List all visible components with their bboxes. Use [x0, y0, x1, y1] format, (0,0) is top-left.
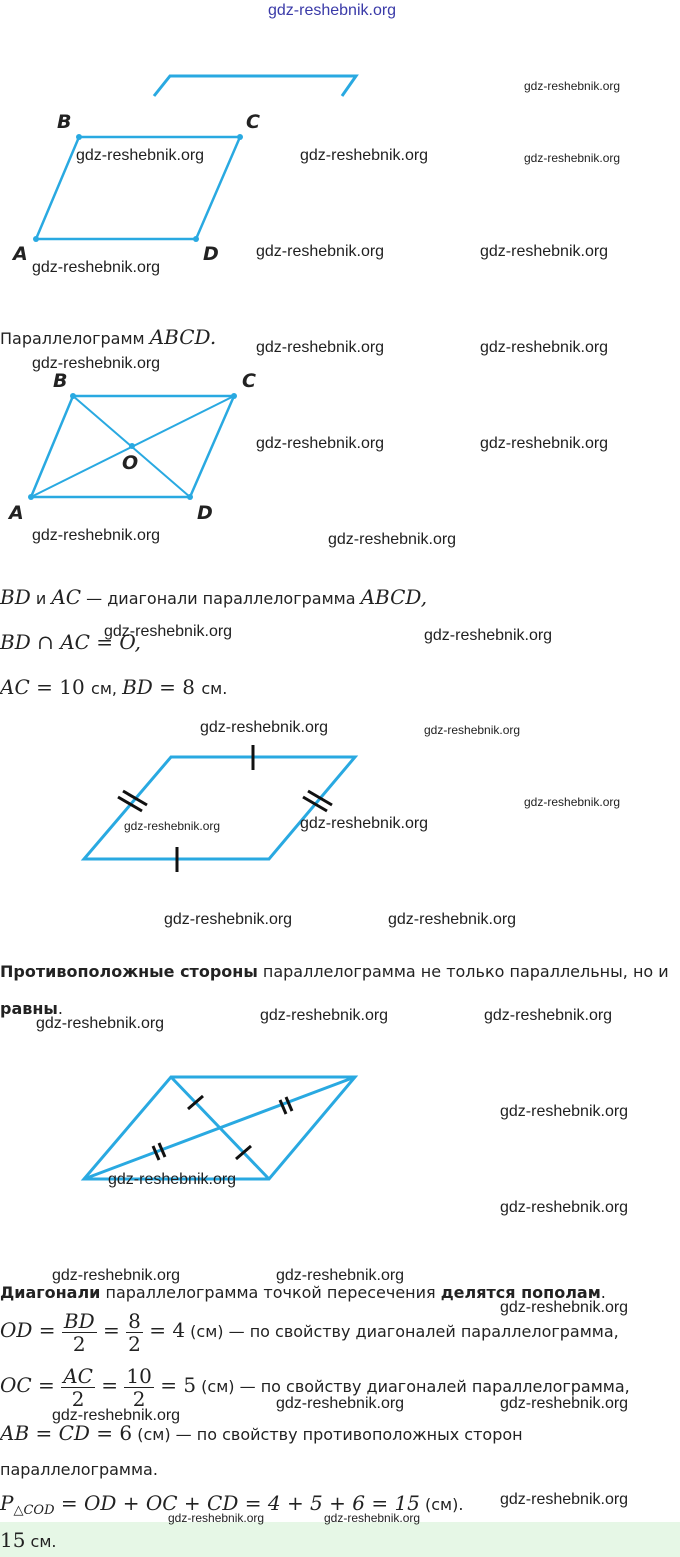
- watermark: gdz-reshebnik.org: [32, 259, 161, 276]
- line2-m1: BD: [0, 585, 31, 609]
- line4-m1: AC: [0, 675, 30, 699]
- fraction-ac-2: [61, 1365, 95, 1410]
- line9-num1: AC: [63, 1364, 93, 1388]
- line11-text: параллелограмма.: [0, 1460, 158, 1479]
- watermark: gdz-reshebnik.org: [168, 1511, 265, 1525]
- line4-t1: см,: [91, 679, 123, 698]
- vertex-b: [76, 134, 82, 140]
- watermark: gdz-reshebnik.org: [388, 911, 517, 928]
- watermark: gdz-reshebnik.org: [32, 527, 161, 544]
- label-c2: C: [242, 370, 256, 392]
- line6-bold: равны: [0, 999, 58, 1018]
- diagonal-2: [84, 1077, 355, 1179]
- line8-den2: 2: [128, 1332, 141, 1356]
- watermark: gdz-reshebnik.org: [328, 531, 457, 548]
- watermark: gdz-reshebnik.org: [256, 435, 385, 452]
- line6-rest: .: [57, 999, 63, 1018]
- watermark: gdz-reshebnik.org: [276, 1267, 405, 1284]
- line4-t2: см.: [201, 679, 228, 698]
- label-c: C: [246, 111, 260, 133]
- watermark: gdz-reshebnik.org: [256, 243, 385, 260]
- line2-m3: ABCD,: [360, 585, 428, 609]
- watermark: gdz-reshebnik.org: [500, 1103, 629, 1120]
- fraction-10-2: [124, 1365, 153, 1410]
- watermark: gdz-reshebnik.org: [300, 815, 429, 832]
- line1-math: ABCD.: [149, 325, 217, 349]
- line8-num1: BD: [63, 1309, 95, 1333]
- watermark: gdz-reshebnik.org: [500, 1395, 629, 1412]
- line1-text: Параллелограмм: [0, 329, 150, 348]
- answer-box: [0, 1522, 680, 1557]
- watermark: gdz-reshebnik.org: [500, 1299, 629, 1316]
- line8-res: = 4: [142, 1318, 186, 1342]
- line12-unit: (см).: [419, 1495, 464, 1514]
- watermark: gdz-reshebnik.org: [484, 1007, 613, 1024]
- line-lengths: [0, 676, 227, 700]
- watermark: gdz-reshebnik.org: [480, 243, 609, 260]
- line2-t1: и: [30, 589, 52, 608]
- watermark: gdz-reshebnik.org: [276, 1395, 405, 1412]
- line10-unit: (см) — по свойству противоположных сторон: [132, 1425, 523, 1444]
- watermark: gdz-reshebnik.org: [524, 151, 621, 165]
- watermark: gdz-reshebnik.org: [164, 911, 293, 928]
- label-b2: B: [53, 370, 68, 392]
- line10-res: = 6: [89, 1421, 133, 1445]
- line12-eq: = OD + OC + CD = 4 + 5 + 6 = 15: [54, 1491, 420, 1515]
- line9-eq2: =: [94, 1373, 125, 1397]
- watermark: gdz-reshebnik.org: [32, 355, 161, 372]
- watermark: gdz-reshebnik.org: [76, 147, 205, 164]
- watermark: gdz-reshebnik.org: [480, 435, 609, 452]
- point-o: [129, 443, 135, 449]
- fraction-bd-2: [62, 1310, 97, 1355]
- line7-mid: параллелограмма точкой пересечения: [100, 1283, 441, 1302]
- answer-value: 15: [0, 1528, 26, 1552]
- line-parallelogram-end: [0, 1459, 158, 1481]
- parallelogram-equal-sides: [84, 757, 355, 859]
- watermark: gdz-reshebnik.org: [300, 147, 429, 164]
- watermark: gdz-reshebnik.org: [52, 1267, 181, 1284]
- line-ab-cd: [0, 1422, 523, 1446]
- watermark: gdz-reshebnik.org: [52, 1407, 181, 1424]
- watermark: gdz-reshebnik.org: [260, 1007, 389, 1024]
- line9-den1: 2: [71, 1387, 85, 1411]
- line8-unit: (см) — по свойству диагоналей параллелограмма,: [185, 1322, 619, 1341]
- line5-bold: Противоположные стороны: [0, 962, 258, 981]
- line12-lhs: P: [0, 1491, 14, 1515]
- watermark: gdz-reshebnik.org: [104, 623, 233, 640]
- label-b: B: [57, 111, 72, 133]
- vertex-d: [193, 236, 199, 242]
- line8-den1: 2: [72, 1332, 86, 1356]
- vertex-a2: [28, 494, 34, 500]
- label-a2: A: [9, 502, 24, 524]
- line7-bold1: Диагонали: [0, 1283, 101, 1302]
- line8-eq1: =: [32, 1318, 62, 1342]
- watermark: gdz-reshebnik.org: [36, 1015, 165, 1032]
- vertex-c: [237, 134, 243, 140]
- line8-num2: 8: [128, 1309, 141, 1333]
- watermark: gdz-reshebnik.org: [480, 339, 609, 356]
- line9-unit: (см) — по свойству диагоналей параллелограмма,: [196, 1377, 630, 1396]
- line9-eq1: =: [31, 1373, 62, 1397]
- line12-sub: △COD: [13, 1503, 55, 1519]
- watermark: gdz-reshebnik.org: [524, 795, 621, 809]
- watermark: gdz-reshebnik.org: [256, 339, 385, 356]
- line8-lhs: OD: [0, 1318, 33, 1342]
- line5-rest: параллелограмма не только параллельны, но и: [257, 962, 669, 981]
- vertex-c2: [231, 393, 237, 399]
- watermark-top: gdz-reshebnik.org: [268, 2, 397, 19]
- line7-bold2: делятся пополам: [440, 1283, 601, 1302]
- line-parallelogram: [0, 326, 216, 350]
- line2-t2: — диагонали параллелограмма: [81, 589, 361, 608]
- line2-m2: AC: [51, 585, 82, 609]
- label-o: O: [122, 452, 139, 474]
- line4-m3: BD: [122, 675, 153, 699]
- fraction-8-2: [126, 1310, 143, 1355]
- watermark: gdz-reshebnik.org: [524, 79, 621, 93]
- watermark: gdz-reshebnik.org: [500, 1199, 629, 1216]
- vertex-d2: [187, 494, 193, 500]
- line9-lhs: OC: [0, 1373, 32, 1397]
- line-opposite-sides: [0, 961, 669, 983]
- line9-res: = 5: [153, 1373, 197, 1397]
- label-d2: D: [197, 502, 213, 524]
- watermark: gdz-reshebnik.org: [200, 719, 329, 736]
- line4-m2: = 10: [29, 675, 92, 699]
- line3-math: BD ∩ AC = O,: [0, 630, 142, 654]
- vertex-b2: [70, 393, 76, 399]
- label-d: D: [203, 243, 219, 265]
- line8-eq2: =: [96, 1318, 127, 1342]
- watermark: gdz-reshebnik.org: [424, 627, 553, 644]
- watermark: gdz-reshebnik.org: [324, 1511, 421, 1525]
- watermark: gdz-reshebnik.org: [108, 1171, 237, 1188]
- line10-lhs: AB = CD: [0, 1421, 90, 1445]
- answer-unit: см.: [25, 1532, 57, 1551]
- line4-m4: = 8: [152, 675, 202, 699]
- watermark: gdz-reshebnik.org: [424, 723, 521, 737]
- answer-line: [0, 1529, 57, 1553]
- watermark: gdz-reshebnik.org: [500, 1491, 629, 1508]
- line7-end: .: [600, 1283, 606, 1302]
- line-diagonals: [0, 586, 427, 610]
- label-a: A: [13, 243, 28, 265]
- vertex-a: [33, 236, 39, 242]
- watermark: gdz-reshebnik.org: [124, 819, 221, 833]
- line9-den2: 2: [132, 1387, 146, 1411]
- line9-num2: 10: [126, 1364, 152, 1388]
- partial-figure: [154, 76, 356, 96]
